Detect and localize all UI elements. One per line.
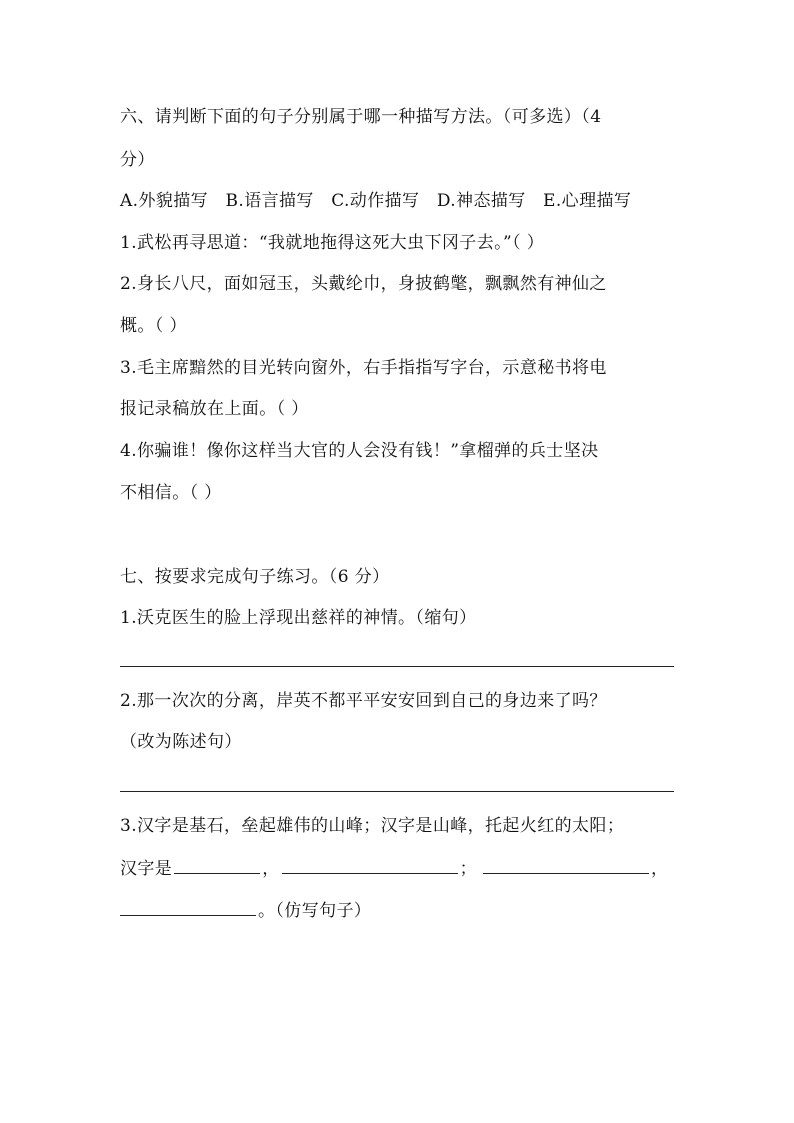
section6-question-4-line2: 不相信。（ ） xyxy=(120,483,222,503)
question-3-separator-1: ， xyxy=(262,859,280,879)
section7-question-1: 1.沃克医生的脸上浮现出慈祥的神情。（缩句） xyxy=(120,608,477,628)
answer-line-2[interactable] xyxy=(120,791,674,792)
section6-title-line1: 六、请判断下面的句子分别属于哪一种描写方法。（可多选）（4 xyxy=(120,107,602,127)
section6-question-2-line2: 概。（ ） xyxy=(120,316,187,336)
fill-blank-4[interactable] xyxy=(120,898,256,916)
question-3-prefix: 汉字是 xyxy=(120,859,173,879)
section7-question-3-line2 xyxy=(120,856,668,880)
section6-question-2-line1: 2.身长八尺，面如冠玉，头戴纶巾，身披鹤氅，飘飘然有神仙之 xyxy=(120,274,607,294)
section7-title: 七、按要求完成句子练习。（6 分） xyxy=(120,567,390,587)
section6-title-line2: 分） xyxy=(120,150,155,170)
answer-line-1[interactable] xyxy=(120,666,674,667)
section6-question-1: 1.武松再寻思道：“我就地拖得这死大虫下冈子去。”（ ） xyxy=(120,233,545,253)
section6-options: A.外貌描写 B.语言描写 C.动作描写 D.神态描写 E.心理描写 xyxy=(120,191,632,211)
section7-question-3-line1: 3.汉字是基石，垒起雄伟的山峰；汉字是山峰，托起火红的太阳； xyxy=(120,816,625,836)
fill-blank-1[interactable] xyxy=(174,856,260,874)
question-3-suffix: 。（仿写句子） xyxy=(258,901,372,921)
section6-question-3-line1: 3.毛主席黯然的目光转向窗外，右手指指写字台，示意秘书将电 xyxy=(120,358,607,378)
section6-question-3-line2: 报记录稿放在上面。（ ） xyxy=(120,399,309,419)
section7-question-2-line1: 2.那一次次的分离，岸英不都平平安安回到自己的身边来了吗？ xyxy=(120,691,607,711)
section7-question-2-line2: （改为陈述句） xyxy=(120,732,242,752)
fill-blank-2[interactable] xyxy=(282,856,458,874)
fill-blank-3[interactable] xyxy=(483,856,649,874)
question-3-separator-2: ； xyxy=(459,859,478,879)
question-3-separator-3: ， xyxy=(651,859,669,879)
section6-question-4-line1: 4.你骗谁！像你这样当大官的人会没有钱！”拿榴弹的兵士坚决 xyxy=(120,441,599,461)
section7-question-3-line3 xyxy=(120,898,371,922)
